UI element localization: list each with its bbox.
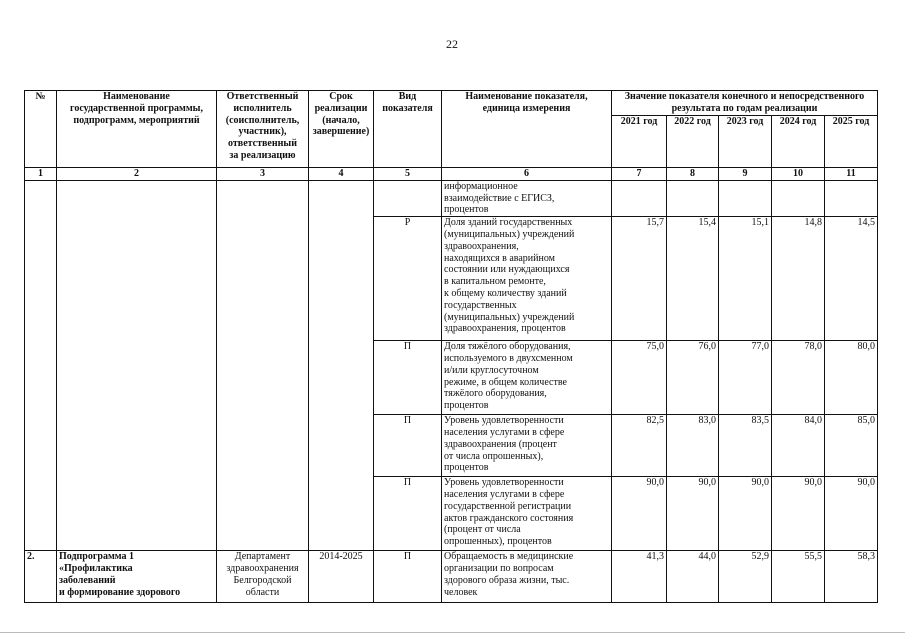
value-2022: 90,0 [667, 477, 719, 551]
indicator-type: П [374, 477, 442, 551]
indicator-type: Р [374, 217, 442, 341]
indicator-name: Обращаемость в медицинские организации по вопросам здорового образа жизни, тыс. человек [442, 551, 612, 603]
indicator-name: Уровень удовлетворенности населения услугами в сфере здравоохранения (процент от числа опрошенных), процентов [442, 415, 612, 477]
value-2025: 58,3 [825, 551, 878, 603]
page-number: 22 [446, 37, 458, 51]
header-period: Срок реализации (начало, завершение) [309, 91, 374, 168]
value-2021: 90,0 [612, 477, 667, 551]
header-values-group: Значение показателя конечного и непосредственного результата по годам реализации [612, 91, 878, 116]
cell-name-empty [57, 180, 217, 550]
column-number: 7 [612, 168, 667, 181]
indicator-name: Доля зданий государственных (муниципальных) учреждений здравоохранения, находящихся в аварийном состоянии или нуждающихся в капитальном ремонте, к общему количеству зданий государственных (муниципальных) учреждений здравоохранения, процентов [442, 217, 612, 341]
value-2022: 83,0 [667, 415, 719, 477]
indicator-name: информационное взаимодействие с ЕГИСЗ, процентов [442, 180, 612, 216]
value-2025: 90,0 [825, 477, 878, 551]
cell-num-empty [25, 180, 57, 550]
header-year: 2024 год [772, 116, 825, 168]
subprogram-responsible: Департамент здравоохранения Белгородской области [217, 551, 309, 603]
column-number: 4 [309, 168, 374, 181]
cell-responsible-empty [217, 180, 309, 550]
column-number: 8 [667, 168, 719, 181]
value-2025 [825, 180, 878, 216]
header-indicator-type: Вид показателя [374, 91, 442, 168]
header-responsible: Ответственный исполнитель (соисполнитель, участник), ответственный за реализацию [217, 91, 309, 168]
value-2022: 76,0 [667, 341, 719, 415]
subprogram-name: Подпрограмма 1 «Профилактика заболеваний и формирование здорового [57, 551, 217, 603]
value-2025: 80,0 [825, 341, 878, 415]
column-number: 11 [825, 168, 878, 181]
indicator-type [374, 180, 442, 216]
header-year: 2021 год [612, 116, 667, 168]
value-2021: 75,0 [612, 341, 667, 415]
value-2021: 82,5 [612, 415, 667, 477]
value-2024: 84,0 [772, 415, 825, 477]
subprogram-num: 2. [25, 551, 57, 603]
indicator-name: Доля тяжёлого оборудования, используемого в двухсменном и/или круглосуточном режиме, в общем количестве тяжёлого оборудования, процентов [442, 341, 612, 415]
value-2021: 15,7 [612, 217, 667, 341]
indicator-type: П [374, 551, 442, 603]
value-2024: 90,0 [772, 477, 825, 551]
value-2023: 15,1 [719, 217, 772, 341]
column-number: 9 [719, 168, 772, 181]
value-2025: 14,5 [825, 217, 878, 341]
column-number-row [25, 168, 878, 181]
value-2024: 78,0 [772, 341, 825, 415]
header-year: 2023 год [719, 116, 772, 168]
value-2022: 44,0 [667, 551, 719, 603]
value-2022: 15,4 [667, 217, 719, 341]
header-program-name: Наименование государственной программы, подпрограмм, мероприятий [57, 91, 217, 168]
column-number: 10 [772, 168, 825, 181]
column-number: 5 [374, 168, 442, 181]
value-2025: 85,0 [825, 415, 878, 477]
indicator-type: П [374, 415, 442, 477]
header-indicator-name: Наименование показателя, единица измерения [442, 91, 612, 168]
column-number: 3 [217, 168, 309, 181]
value-2023 [719, 180, 772, 216]
value-2023: 52,9 [719, 551, 772, 603]
column-number: 1 [25, 168, 57, 181]
value-2023: 90,0 [719, 477, 772, 551]
subprogram-period: 2014-2025 [309, 551, 374, 603]
column-number: 2 [57, 168, 217, 181]
value-2024: 14,8 [772, 217, 825, 341]
value-2024: 55,5 [772, 551, 825, 603]
value-2023: 77,0 [719, 341, 772, 415]
value-2024 [772, 180, 825, 216]
indicator-type: П [374, 341, 442, 415]
column-number: 6 [442, 168, 612, 181]
cell-period-empty [309, 180, 374, 550]
table-row [25, 180, 878, 216]
indicators-table [24, 90, 878, 603]
value-2021 [612, 180, 667, 216]
header-num: № [25, 91, 57, 168]
subprogram-row [25, 551, 878, 603]
value-2023: 83,5 [719, 415, 772, 477]
value-2021: 41,3 [612, 551, 667, 603]
header-year: 2025 год [825, 116, 878, 168]
value-2022 [667, 180, 719, 216]
header-year: 2022 год [667, 116, 719, 168]
indicator-name: Уровень удовлетворенности населения услугами в сфере государственной регистрации актов гражданского состояния (процент от числа опрошенных), процентов [442, 477, 612, 551]
scan-edge-line [0, 632, 905, 633]
